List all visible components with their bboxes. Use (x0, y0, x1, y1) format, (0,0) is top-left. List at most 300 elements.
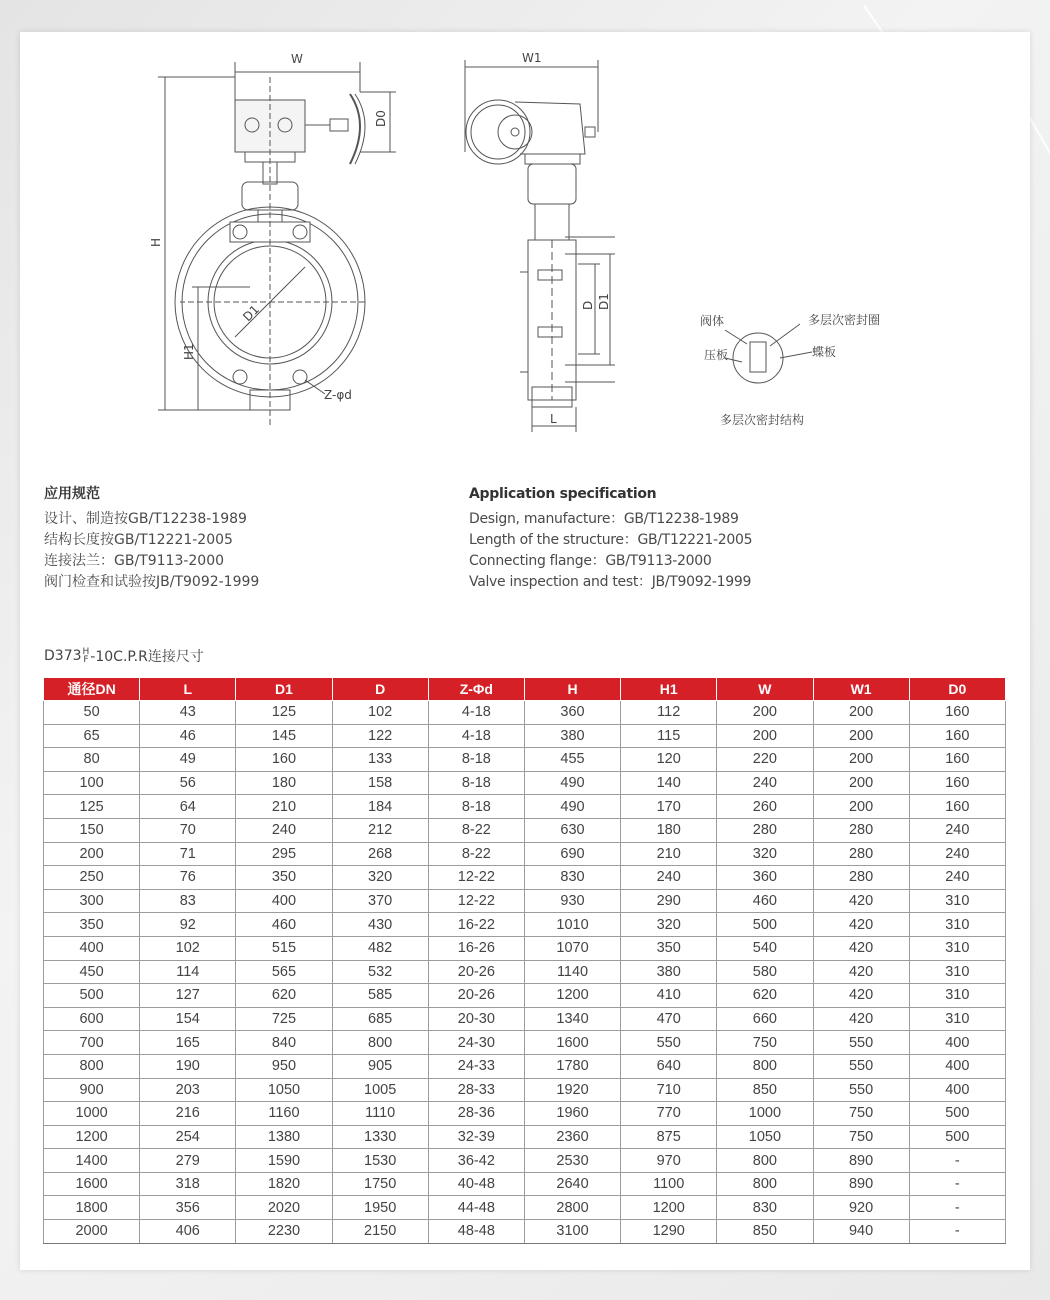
table-cell: 8-18 (428, 771, 524, 795)
column-header: L (140, 678, 236, 701)
table-cell: 48-48 (428, 1220, 524, 1244)
table-cell: 1820 (236, 1172, 332, 1196)
table-row (44, 1078, 1006, 1102)
table-cell: 83 (140, 889, 236, 913)
table-cell: 127 (140, 984, 236, 1008)
table-row (44, 795, 1006, 819)
application-spec-cn (44, 484, 259, 593)
table-cell: 420 (813, 1007, 909, 1031)
column-header: Z-Φd (428, 678, 524, 701)
table-cell: 20-26 (428, 984, 524, 1008)
table-cell: 800 (332, 1031, 428, 1055)
table-cell: 122 (332, 724, 428, 748)
table-cell: 200 (44, 842, 140, 866)
table-cell: 43 (140, 701, 236, 725)
table-cell: 310 (909, 960, 1005, 984)
column-header: H1 (621, 678, 717, 701)
column-header: H (524, 678, 620, 701)
table-cell: 360 (524, 701, 620, 725)
table-cell: 1590 (236, 1149, 332, 1173)
table-cell: 216 (140, 1102, 236, 1126)
table-cell: 92 (140, 913, 236, 937)
table-cell: 455 (524, 748, 620, 772)
table-cell: 420 (813, 913, 909, 937)
table-cell: 620 (236, 984, 332, 1008)
table-cell: 420 (813, 936, 909, 960)
table-cell: 685 (332, 1007, 428, 1031)
table-cell: 280 (717, 818, 813, 842)
table-row (44, 913, 1006, 937)
table-cell: 585 (332, 984, 428, 1008)
table-cell: 1200 (524, 984, 620, 1008)
table-cell: 2150 (332, 1220, 428, 1244)
table-cell: 180 (621, 818, 717, 842)
datasheet-page (20, 32, 1030, 1270)
detail-label-disc: 蝶板 (812, 345, 837, 359)
table-cell: 200 (813, 771, 909, 795)
table-cell: 1200 (621, 1196, 717, 1220)
column-header: D0 (909, 678, 1005, 701)
table-cell: 1950 (332, 1196, 428, 1220)
table-cell: 830 (524, 866, 620, 890)
table-cell: 280 (813, 818, 909, 842)
table-cell: 1400 (44, 1149, 140, 1173)
detail-label-press-plate: 压板 (704, 348, 729, 362)
dim-label-z-phid: Z-φd (324, 388, 352, 402)
table-cell: 550 (813, 1078, 909, 1102)
table-cell: 170 (621, 795, 717, 819)
table-cell: 640 (621, 1054, 717, 1078)
table-cell: 1920 (524, 1078, 620, 1102)
dim-label-l: L (550, 412, 557, 426)
table-cell: 800 (717, 1054, 813, 1078)
table-cell: - (909, 1172, 1005, 1196)
table-cell: 4-18 (428, 701, 524, 725)
table-cell: 16-26 (428, 936, 524, 960)
table-cell: 145 (236, 724, 332, 748)
table-cell: 2000 (44, 1220, 140, 1244)
table-row (44, 984, 1006, 1008)
column-header: W (717, 678, 813, 701)
table-cell: 1530 (332, 1149, 428, 1173)
table-cell: - (909, 1196, 1005, 1220)
table-cell: 890 (813, 1149, 909, 1173)
table-cell: 200 (813, 748, 909, 772)
spec-heading-cn: 应用规范 (44, 486, 100, 502)
table-cell: 400 (909, 1078, 1005, 1102)
table-cell: 1960 (524, 1102, 620, 1126)
table-row (44, 1196, 1006, 1220)
table-cell: 515 (236, 936, 332, 960)
table-cell: 1140 (524, 960, 620, 984)
table-cell: 1070 (524, 936, 620, 960)
table-cell: 600 (44, 1007, 140, 1031)
table-row (44, 960, 1006, 984)
table-cell: 200 (813, 701, 909, 725)
table-row (44, 1007, 1006, 1031)
table-cell: 240 (621, 866, 717, 890)
table-row (44, 1149, 1006, 1173)
table-cell: 165 (140, 1031, 236, 1055)
table-cell: 400 (44, 936, 140, 960)
fraction-bottom: F (83, 655, 89, 665)
table-cell: 2230 (236, 1220, 332, 1244)
table-title-prefix: D373 (44, 648, 82, 664)
table-cell: - (909, 1220, 1005, 1244)
table-cell: 240 (236, 818, 332, 842)
table-cell: 840 (236, 1031, 332, 1055)
table-cell: 500 (909, 1102, 1005, 1126)
table-cell: 8-18 (428, 795, 524, 819)
table-cell: 370 (332, 889, 428, 913)
table-cell: 532 (332, 960, 428, 984)
table-cell: 850 (717, 1078, 813, 1102)
table-cell: 115 (621, 724, 717, 748)
table-cell: 540 (717, 936, 813, 960)
table-cell: 16-22 (428, 913, 524, 937)
dim-label-h1: H1 (182, 343, 196, 360)
table-row (44, 818, 1006, 842)
table-cell: 550 (813, 1054, 909, 1078)
table-title (44, 646, 204, 666)
table-cell: 420 (813, 960, 909, 984)
table-cell: 240 (909, 866, 1005, 890)
table-cell: 875 (621, 1125, 717, 1149)
table-cell: 1290 (621, 1220, 717, 1244)
table-cell: 80 (44, 748, 140, 772)
dim-label-h: H (149, 237, 163, 247)
table-title-suffix: -10C.P.R连接尺寸 (90, 649, 204, 665)
table-cell: 318 (140, 1172, 236, 1196)
table-cell: 100 (44, 771, 140, 795)
application-spec-en (469, 484, 752, 593)
table-cell: 8-22 (428, 842, 524, 866)
table-cell: 460 (717, 889, 813, 913)
table-cell: 24-30 (428, 1031, 524, 1055)
table-cell: 8-22 (428, 818, 524, 842)
table-cell: 1110 (332, 1102, 428, 1126)
detail-caption: 多层次密封结构 (720, 413, 805, 427)
table-cell: 490 (524, 771, 620, 795)
table-row (44, 889, 1006, 913)
table-cell: 64 (140, 795, 236, 819)
table-cell: 356 (140, 1196, 236, 1220)
table-cell: 76 (140, 866, 236, 890)
column-header: 通径DN (44, 678, 140, 701)
dim-label-d0: D0 (374, 110, 388, 127)
table-cell: 830 (717, 1196, 813, 1220)
table-cell: 160 (909, 724, 1005, 748)
table-cell: 2530 (524, 1149, 620, 1173)
table-header-row (44, 678, 1006, 701)
table-cell: 71 (140, 842, 236, 866)
table-cell: 70 (140, 818, 236, 842)
table-cell: 400 (909, 1054, 1005, 1078)
table-cell: 565 (236, 960, 332, 984)
table-cell: 690 (524, 842, 620, 866)
table-cell: 160 (236, 748, 332, 772)
table-cell: 360 (717, 866, 813, 890)
table-cell: 200 (813, 724, 909, 748)
column-header: D1 (236, 678, 332, 701)
table-cell: 1050 (236, 1078, 332, 1102)
table-cell: 920 (813, 1196, 909, 1220)
table-cell: 280 (813, 842, 909, 866)
table-cell: 770 (621, 1102, 717, 1126)
dim-label-w: W (291, 52, 303, 66)
table-cell: 260 (717, 795, 813, 819)
fraction-top: H (82, 647, 90, 657)
table-cell: 310 (909, 984, 1005, 1008)
table-cell: 140 (621, 771, 717, 795)
table-cell: 40-48 (428, 1172, 524, 1196)
dim-label-w1: W1 (522, 51, 542, 65)
table-row (44, 1220, 1006, 1244)
table-cell: 550 (813, 1031, 909, 1055)
table-cell: 200 (717, 724, 813, 748)
table-cell: 212 (332, 818, 428, 842)
table-cell: 240 (909, 842, 1005, 866)
table-cell: 200 (717, 701, 813, 725)
table-cell: 1380 (236, 1125, 332, 1149)
table-cell: 250 (44, 866, 140, 890)
column-header: D (332, 678, 428, 701)
table-cell: 120 (621, 748, 717, 772)
table-cell: 800 (44, 1054, 140, 1078)
spec-line: 设计、制造按GB/T12238-1989 (44, 511, 247, 527)
table-cell: 180 (236, 771, 332, 795)
table-cell: 240 (717, 771, 813, 795)
table-cell: 890 (813, 1172, 909, 1196)
table-title-fraction (83, 648, 90, 664)
table-cell: 12-22 (428, 889, 524, 913)
table-cell: 350 (236, 866, 332, 890)
table-row (44, 866, 1006, 890)
dim-label-d1-side: D1 (597, 293, 611, 310)
table-row (44, 1125, 1006, 1149)
table-cell: 114 (140, 960, 236, 984)
table-row (44, 1031, 1006, 1055)
table-cell: 102 (332, 701, 428, 725)
table-cell: 203 (140, 1078, 236, 1102)
table-cell: 460 (236, 913, 332, 937)
table-cell: 750 (717, 1031, 813, 1055)
table-cell: 112 (621, 701, 717, 725)
table-cell: 1750 (332, 1172, 428, 1196)
dim-label-d1-front: D1 (240, 302, 263, 325)
table-cell: 725 (236, 1007, 332, 1031)
table-cell: 380 (621, 960, 717, 984)
table-cell: 44-48 (428, 1196, 524, 1220)
table-cell: 154 (140, 1007, 236, 1031)
table-cell: 158 (332, 771, 428, 795)
table-cell: 160 (909, 748, 1005, 772)
table-cell: 300 (44, 889, 140, 913)
table-row (44, 1054, 1006, 1078)
spec-line: Length of the structure：GB/T12221-2005 (469, 532, 753, 548)
table-cell: 46 (140, 724, 236, 748)
table-cell: 200 (813, 795, 909, 819)
table-cell: 20-30 (428, 1007, 524, 1031)
table-cell: 710 (621, 1078, 717, 1102)
table-row (44, 748, 1006, 772)
table-cell: 905 (332, 1054, 428, 1078)
table-row (44, 842, 1006, 866)
table-cell: 210 (236, 795, 332, 819)
table-cell: 1340 (524, 1007, 620, 1031)
table-cell: 125 (236, 701, 332, 725)
table-row (44, 936, 1006, 960)
spec-line: 阀门检查和试验按JB/T9092-1999 (44, 574, 260, 590)
table-cell: 28-33 (428, 1078, 524, 1102)
table-cell: 125 (44, 795, 140, 819)
spec-line: Valve inspection and test：JB/T9092-1999 (469, 574, 752, 590)
table-cell: 400 (909, 1031, 1005, 1055)
table-cell: 900 (44, 1078, 140, 1102)
table-cell: 310 (909, 913, 1005, 937)
table-cell: 430 (332, 913, 428, 937)
table-cell: 950 (236, 1054, 332, 1078)
table-cell: 133 (332, 748, 428, 772)
table-cell: 160 (909, 795, 1005, 819)
spec-line: 结构长度按GB/T12221-2005 (44, 532, 233, 548)
table-cell: 240 (909, 818, 1005, 842)
table-cell: 268 (332, 842, 428, 866)
table-cell: 420 (813, 984, 909, 1008)
table-cell: 380 (524, 724, 620, 748)
table-cell: 970 (621, 1149, 717, 1173)
table-cell: 160 (909, 701, 1005, 725)
spec-line: 连接法兰：GB/T9113-2000 (44, 553, 225, 569)
table-cell: 279 (140, 1149, 236, 1173)
table-cell: 500 (717, 913, 813, 937)
connection-dimensions-table (43, 677, 1006, 1244)
table-cell: 660 (717, 1007, 813, 1031)
dim-label-d: D (581, 300, 595, 310)
table-cell: 4-18 (428, 724, 524, 748)
table-body (44, 701, 1006, 1244)
table-cell: 550 (621, 1031, 717, 1055)
table-cell: 56 (140, 771, 236, 795)
spec-line: Design, manufacture：GB/T12238-1989 (469, 511, 739, 527)
table-cell: 800 (717, 1172, 813, 1196)
table-cell: 940 (813, 1220, 909, 1244)
table-cell: 20-26 (428, 960, 524, 984)
table-cell: 320 (332, 866, 428, 890)
table-cell: 1330 (332, 1125, 428, 1149)
table-cell: 320 (621, 913, 717, 937)
table-cell: 310 (909, 936, 1005, 960)
table-cell: 482 (332, 936, 428, 960)
table-cell: 2360 (524, 1125, 620, 1149)
table-cell: 750 (813, 1102, 909, 1126)
table-cell: 320 (717, 842, 813, 866)
table-cell: 700 (44, 1031, 140, 1055)
table-cell: 36-42 (428, 1149, 524, 1173)
table-cell: 1200 (44, 1125, 140, 1149)
table-cell: 24-33 (428, 1054, 524, 1078)
table-cell: 3100 (524, 1220, 620, 1244)
table-cell: 65 (44, 724, 140, 748)
spec-line: Connecting flange：GB/T9113-2000 (469, 553, 712, 569)
table-cell: 150 (44, 818, 140, 842)
table-cell: - (909, 1149, 1005, 1173)
table-cell: 1050 (717, 1125, 813, 1149)
detail-label-seal-ring: 多层次密封圈 (808, 313, 881, 327)
table-cell: 2640 (524, 1172, 620, 1196)
table-row (44, 771, 1006, 795)
table-cell: 1000 (44, 1102, 140, 1126)
table-cell: 350 (621, 936, 717, 960)
table-cell: 850 (717, 1220, 813, 1244)
table-cell: 210 (621, 842, 717, 866)
table-cell: 1100 (621, 1172, 717, 1196)
detail-label-body: 阀体 (700, 314, 725, 328)
table-cell: 500 (44, 984, 140, 1008)
table-cell: 1000 (717, 1102, 813, 1126)
table-cell: 50 (44, 701, 140, 725)
table-cell: 184 (332, 795, 428, 819)
table-cell: 630 (524, 818, 620, 842)
table-cell: 1780 (524, 1054, 620, 1078)
table-cell: 350 (44, 913, 140, 937)
column-header: W1 (813, 678, 909, 701)
table-cell: 580 (717, 960, 813, 984)
table-cell: 49 (140, 748, 236, 772)
table-cell: 1005 (332, 1078, 428, 1102)
table-cell: 620 (717, 984, 813, 1008)
table-cell: 254 (140, 1125, 236, 1149)
table-cell: 280 (813, 866, 909, 890)
table-cell: 1010 (524, 913, 620, 937)
table-row (44, 724, 1006, 748)
table-cell: 800 (717, 1149, 813, 1173)
spec-heading-en: Application specification (469, 486, 657, 502)
table-cell: 12-22 (428, 866, 524, 890)
table-cell: 1600 (524, 1031, 620, 1055)
table-cell: 1600 (44, 1172, 140, 1196)
table-cell: 295 (236, 842, 332, 866)
table-row (44, 701, 1006, 725)
table-row (44, 1102, 1006, 1126)
table-cell: 930 (524, 889, 620, 913)
table-cell: 500 (909, 1125, 1005, 1149)
table-cell: 2800 (524, 1196, 620, 1220)
valve-technical-drawing (20, 32, 1030, 472)
table-cell: 400 (236, 889, 332, 913)
table-cell: 290 (621, 889, 717, 913)
table-cell: 490 (524, 795, 620, 819)
table-cell: 2020 (236, 1196, 332, 1220)
table-cell: 470 (621, 1007, 717, 1031)
table-cell: 160 (909, 771, 1005, 795)
table-cell: 190 (140, 1054, 236, 1078)
table-cell: 1800 (44, 1196, 140, 1220)
table-cell: 750 (813, 1125, 909, 1149)
table-cell: 32-39 (428, 1125, 524, 1149)
table-cell: 450 (44, 960, 140, 984)
table-cell: 410 (621, 984, 717, 1008)
table-cell: 220 (717, 748, 813, 772)
table-cell: 420 (813, 889, 909, 913)
table-cell: 8-18 (428, 748, 524, 772)
table-cell: 28-36 (428, 1102, 524, 1126)
table-row (44, 1172, 1006, 1196)
table-cell: 406 (140, 1220, 236, 1244)
table-cell: 1160 (236, 1102, 332, 1126)
table-cell: 102 (140, 936, 236, 960)
table-cell: 310 (909, 889, 1005, 913)
